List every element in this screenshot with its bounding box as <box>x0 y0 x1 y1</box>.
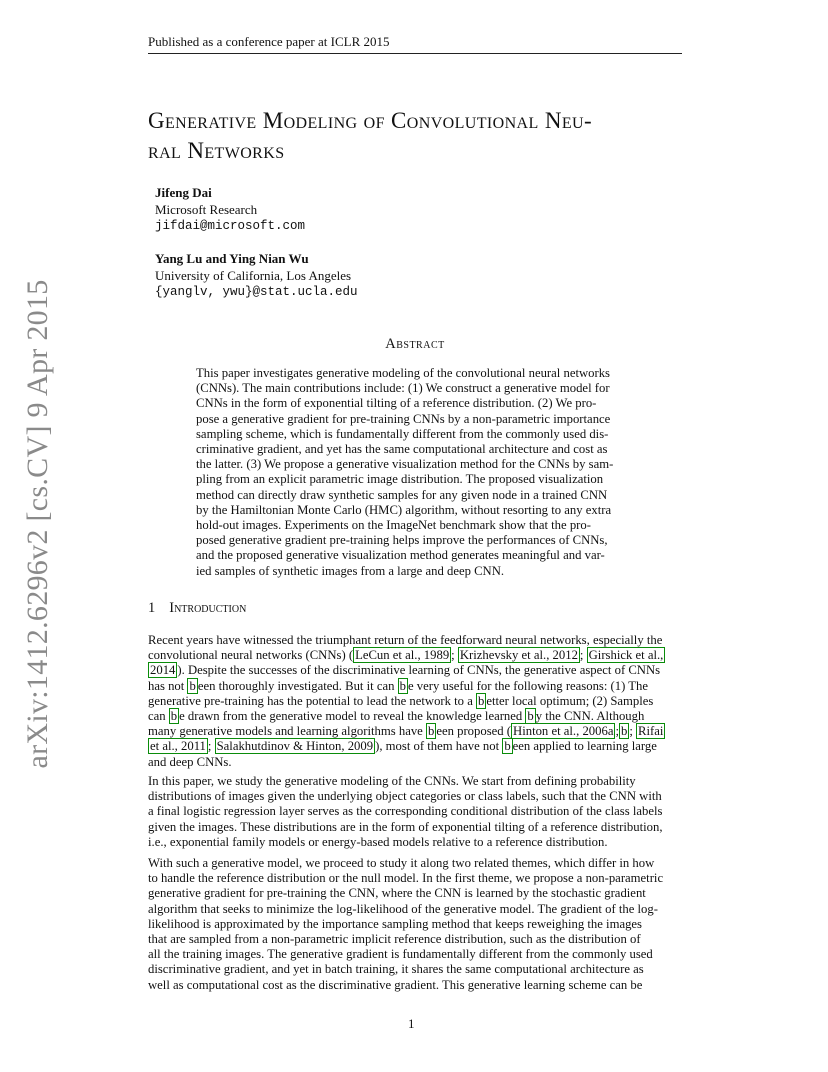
paragraph-line: distributions of images given the underlying object categories or class labels, such that the CNN with <box>148 789 662 804</box>
section-number: 1 <box>148 600 156 616</box>
paragraph-line: has not b een thoroughly investigated. But it can b e very useful for the following reasons: (1) The <box>148 678 649 693</box>
section-title: Introduction <box>169 600 247 616</box>
paragraph-line: and deep CNNs. <box>148 754 232 769</box>
running-header: Published as a conference paper at ICLR 2015 <box>148 34 390 49</box>
citation-link[interactable]: Salakhutdinov & Hinton, 2009 <box>216 739 374 754</box>
paragraph-line: convolutional neural networks (CNNs) ( LeCun et al., 1989 ; Krizhevsky et al., 2012 ; Girshick et al., <box>148 648 664 663</box>
paragraph-line: can b e drawn from the generative model to reveal the knowledge learned b y the CNN. Although <box>148 709 645 724</box>
arxiv-stamp[interactable]: arXiv:1412.6296v2 [cs.CV] 9 Apr 2015 <box>21 279 54 769</box>
paragraph-line: With such a generative model, we proceed to study it along two related themes, which differ in how <box>148 856 655 870</box>
abstract-line: pling from an explicit parametric image distribution. The proposed visualization <box>196 472 604 487</box>
paragraph-line: all the training images. The generative gradient is fundamentally different from the commonly used <box>148 947 653 962</box>
paragraph-line: well as computational cost as the discriminative gradient. This generative learning scheme can be <box>148 977 643 992</box>
header-rule <box>148 53 682 54</box>
abstract-heading: Abstract <box>385 336 445 352</box>
citation-link[interactable]: Rifai <box>638 724 664 739</box>
page-number: 1 <box>408 1016 415 1031</box>
abstract-body <box>196 366 634 579</box>
citation-link[interactable]: et al., 2011 <box>150 739 206 754</box>
author-name: Jifeng Dai <box>155 185 212 200</box>
citation-link[interactable]: Hinton et al., 2006a <box>513 724 614 739</box>
paragraph-line: to handle the reference distribution or the null model. In the first theme, we propose a non-parametric <box>148 871 664 886</box>
abstract-line: CNNs in the form of exponential tilting of a reference distribution. (2) We pro- <box>196 396 597 411</box>
abstract-line: criminative gradient, and yet has the same computational architecture and cost as <box>196 442 608 457</box>
paragraph-line: a final logistic regression layer serves as the corresponding conditional distribution of the class labels <box>148 804 663 819</box>
paragraph-line: 2014 ). Despite the successes of the discriminative learning of CNNs, the generative aspect of CNNs <box>150 663 661 678</box>
section-heading-introduction <box>148 600 246 617</box>
paragraph-line: algorithm that seeks to minimize the log-likelihood of the generative model. The gradient of the log- <box>148 901 658 916</box>
citation-link[interactable]: 2014 <box>150 663 176 678</box>
author-email[interactable]: jifdai@microsoft.com <box>155 219 306 233</box>
abstract-line: This paper investigates generative modeling of the convolutional neural networks <box>196 366 610 380</box>
paragraph-line: likelihood is approximated by the importance sampling method that keeps reweighing the images <box>148 916 642 931</box>
author-email[interactable]: {yanglv, ywu}@stat.ucla.edu <box>155 285 358 299</box>
abstract-line: hold-out images. Experiments on the ImageNet benchmark show that the pro- <box>196 518 591 533</box>
citation-link[interactable]: Krizhevsky et al., 2012 <box>459 648 578 663</box>
paper-title-line-2: ral Networks <box>148 138 285 163</box>
citation-link[interactable]: b <box>504 739 511 754</box>
paragraph-line: generative gradient for pre-training the CNN, where the CNN is learned by the stochastic gradient <box>148 886 646 901</box>
abstract-line: pose a generative gradient for pre-training CNNs by a non-parametric importance <box>196 411 611 426</box>
paragraph-line: that are sampled from a non-parametric implicit reference distribution, such as the distribution of <box>148 932 641 947</box>
paper-title-line-1: Generative Modeling of Convolutional Neu- <box>148 108 593 133</box>
abstract-line: (CNNs). The main contributions include: (1) We construct a generative model for <box>196 381 610 396</box>
paragraph-line: generative pre-training has the potential to lead the network to a b etter local optimum; (2) Samples <box>148 693 654 708</box>
citation-link[interactable]: b <box>427 724 435 739</box>
citation-link[interactable]: Girshick et al., <box>588 648 664 663</box>
paragraph-line: In this paper, we study the generative modeling of the CNNs. We start from defining probability <box>148 774 636 788</box>
paragraph-line: many generative models and learning algorithms have b een proposed ( Hinton et al., 2006a ; b ; Rifai <box>148 724 664 739</box>
paragraph-line: i.e., exponential family models or energy-based models relative to a reference distribution. <box>148 834 608 849</box>
citation-link[interactable]: b <box>170 709 178 724</box>
paragraph-line: et al., 2011 ; Salakhutdinov & Hinton, 2009 ), most of them have not b een applied to learning large <box>150 739 657 754</box>
citation-link[interactable]: b <box>189 678 196 693</box>
author-name: Yang Lu and Ying Nian Wu <box>155 251 309 266</box>
intro-paragraph-3 <box>148 856 682 993</box>
abstract-line: sampling scheme, which is fundamentally different from the commonly used dis- <box>196 426 609 441</box>
abstract-line: ied samples of synthetic images from a large and deep CNN. <box>196 563 505 578</box>
paragraph-line: discriminative gradient, and yet in batch training, it shares the same computational architecture as <box>148 962 644 977</box>
abstract-line: method can directly draw synthetic samples for any given node in a trained CNN <box>196 487 608 502</box>
citation-link[interactable]: b <box>621 724 628 739</box>
citation-link[interactable]: b <box>527 709 534 724</box>
citation-link[interactable]: b <box>478 693 485 708</box>
intro-paragraph-2 <box>148 774 682 850</box>
paper-title <box>148 106 693 166</box>
abstract-line: posed generative gradient pre-training helps improve the performances of CNNs, <box>196 533 608 548</box>
author-block-2 <box>155 251 358 301</box>
intro-paragraph-1 <box>148 633 682 770</box>
author-block-1 <box>155 185 305 235</box>
abstract-line: the latter. (3) We propose a generative visualization method for the CNNs by sam- <box>196 457 614 472</box>
author-affiliation: University of California, Los Angeles <box>155 267 352 283</box>
citation-link[interactable]: b <box>399 678 406 693</box>
author-affiliation: Microsoft Research <box>155 201 258 217</box>
abstract-line: by the Hamiltonian Monte Carlo (HMC) algorithm, without resorting to any extra <box>196 502 612 517</box>
abstract-line: and the proposed generative visualization method generates meaningful and var- <box>196 548 605 563</box>
paragraph-line: given the images. These distributions are in the form of exponential tilting of a reference distribution, <box>148 819 663 834</box>
citation-link[interactable]: LeCun et al., 1989 <box>355 648 450 663</box>
paragraph-line: Recent years have witnessed the triumphant return of the feedforward neural networks, especially the <box>148 633 663 647</box>
